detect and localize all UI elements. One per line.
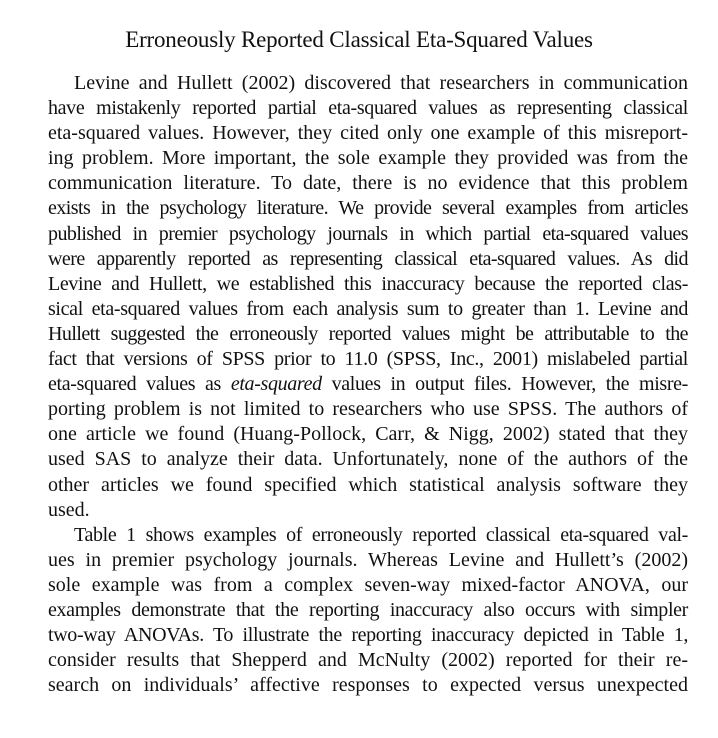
paragraph-line: used SAS to analyze their data. Unfortunately, none of the authors of the — [48, 448, 688, 471]
paragraph-line: Hullett suggested the erroneously reported values might be attributable to the — [48, 322, 688, 345]
paragraph-line: sical eta-squared values from each analysis sum to greater than 1. Levine and — [48, 297, 688, 320]
emphasized-term: eta-squared — [230, 373, 322, 396]
paragraph-line: exists in the psychology literature. We provide several examples from articles — [48, 197, 688, 220]
paragraph-line: fact that versions of SPSS prior to 11.0 (SPSS, Inc., 2001) mislabeled partial — [48, 348, 688, 371]
paragraph-line: ing problem. More important, the sole example they provided was from the — [48, 147, 688, 170]
paragraph-line: porting problem is not limited to researchers who use SPSS. The authors of — [48, 398, 688, 421]
paragraph-line — [48, 372, 688, 397]
paragraph-line: Levine and Hullett, we established this inaccuracy because the reported clas- — [48, 272, 688, 295]
paragraph-line: Levine and Hullett (2002) discovered that researchers in communication — [74, 72, 688, 94]
paragraph-line: sole example was from a complex seven-way mixed-factor ANOVA, our — [48, 573, 688, 596]
paragraph-line: one article we found (Huang-Pollock, Carr, & Nigg, 2002) stated that they — [48, 423, 688, 446]
line-text-before-emphasis: eta-squared values as — [48, 373, 231, 396]
paragraph-line: other articles we found specified which statistical analysis software they — [48, 473, 688, 496]
paragraph-line: have mistakenly reported partial eta-squared values as representing classical — [48, 97, 688, 120]
paragraph-line: search on individuals’ affective responses to expected versus unexpected — [48, 674, 688, 697]
paragraph-line: used. — [48, 498, 90, 521]
paragraph-line: were apparently reported as representing classical eta-squared values. As did — [48, 247, 688, 270]
paragraph-line: communication literature. To date, there is no evidence that this problem — [48, 172, 688, 195]
paragraph-line: eta-squared values. However, they cited only one example of this misreport- — [48, 122, 688, 145]
paragraph-line: Table 1 shows examples of erroneously reported classical eta-squared val- — [74, 523, 688, 546]
paragraph-line: published in premier psychology journals in which partial eta-squared values — [48, 222, 688, 245]
paragraph-line: two-way ANOVAs. To illustrate the reporting inaccuracy depicted in Table 1, — [48, 624, 688, 647]
section-title: Erroneously Reported Classical Eta-Squared Values — [125, 27, 593, 52]
paragraph-line: examples demonstrate that the reporting inaccuracy also occurs with simpler — [48, 598, 688, 621]
paragraph-line: consider results that Shepperd and McNulty (2002) reported for their re- — [48, 649, 688, 672]
paragraph-line: ues in premier psychology journals. Whereas Levine and Hullett’s (2002) — [48, 548, 688, 571]
body-text — [48, 71, 688, 698]
line-text-after-emphasis: values in output files. However, the misre- — [321, 373, 688, 396]
